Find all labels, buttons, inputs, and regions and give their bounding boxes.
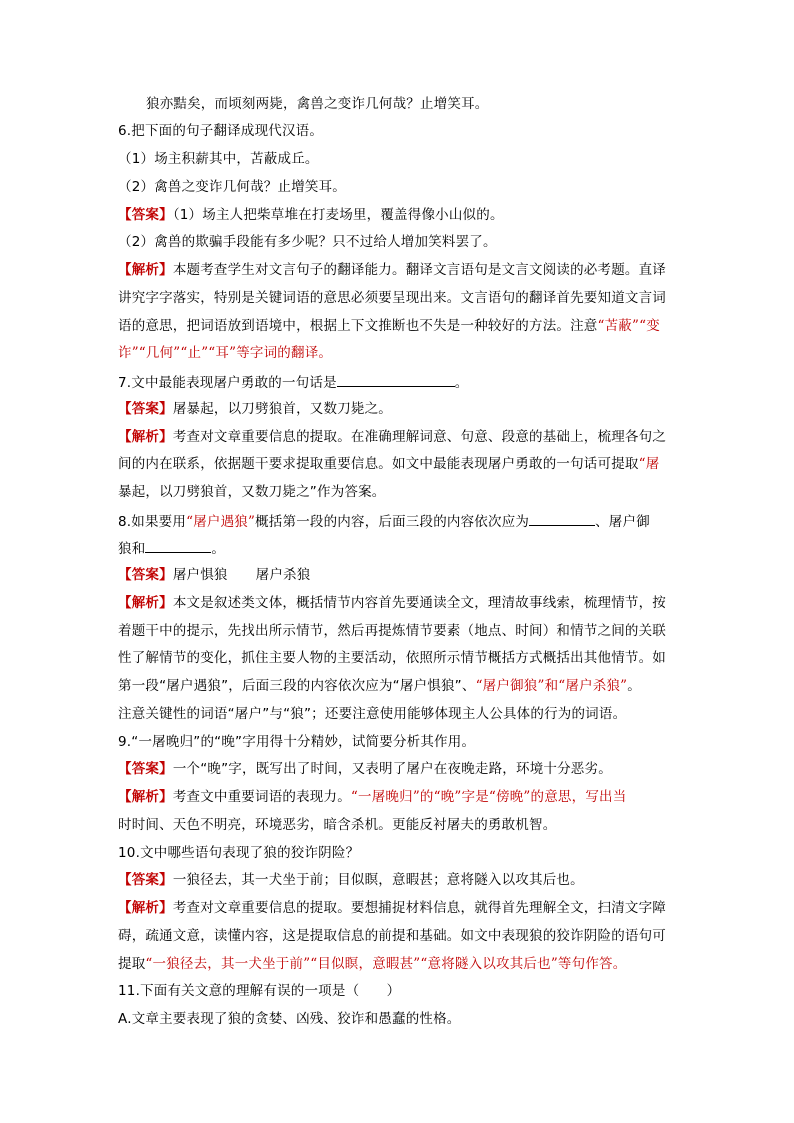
analysis-line bbox=[118, 317, 660, 335]
analysis-text: 考查对文章重要信息的提取。在准确理解词意、句意、段意的基础上，梳理各句之 bbox=[172, 429, 667, 445]
analysis-text: 考查文中重要词语的表现力。 bbox=[172, 789, 351, 805]
analysis-text: 考查对文章重要信息的提取。要想捕捉材料信息，就得首先理解全文，扫清文字障 bbox=[172, 900, 667, 916]
analysis-line bbox=[118, 344, 332, 362]
fill-blank bbox=[529, 511, 595, 526]
answer-tag: 【答案】 bbox=[118, 872, 173, 888]
answer-text: （1）场主人把柴草堆在打麦场里，覆盖得像小山似的。 bbox=[172, 207, 504, 223]
analysis-line bbox=[118, 261, 666, 279]
analysis-line bbox=[118, 927, 666, 945]
answer-text: 屠户惧狼 bbox=[172, 567, 228, 583]
analysis-text: 讲究字字落实，特别是关键词语的意思必须要呈现出来。文言语句的翻译首先要知道文言词 bbox=[118, 290, 666, 306]
answer-line bbox=[118, 566, 310, 584]
answer-text: （2）禽兽的欺骗手段能有多少呢？只不过给人增加笑料罢了。 bbox=[118, 234, 497, 250]
analysis-line bbox=[118, 899, 666, 917]
option-text: A.文章主要表现了狼的贪婪、凶残、狡诈和愚蠢的性格。 bbox=[118, 1011, 461, 1027]
analysis-tag: 【解析】 bbox=[118, 429, 173, 445]
highlight-text: “屠户御狼”和“屠户杀狼” bbox=[475, 678, 628, 694]
highlight-text: “屠 bbox=[638, 456, 660, 472]
text-line bbox=[146, 95, 489, 113]
question-text: 、屠户御 bbox=[595, 514, 650, 530]
answer-text: 屠户杀狼 bbox=[255, 567, 311, 583]
analysis-line bbox=[118, 289, 666, 307]
question-9 bbox=[118, 733, 475, 751]
question-8 bbox=[118, 538, 225, 558]
analysis-line bbox=[118, 428, 666, 446]
analysis-text: 本题考查学生对文言句子的翻译能力。翻译文言语句是文言文阅读的必考题。直译 bbox=[172, 262, 667, 278]
answer-text: 一个“晚”字，既写出了时间，又表明了屠户在夜晚走路，环境十分恶劣。 bbox=[172, 761, 612, 777]
sentence-2 bbox=[118, 178, 346, 196]
question-text: 。 bbox=[211, 541, 226, 557]
question-text: 6.把下面的句子翻译成现代汉语。 bbox=[118, 123, 324, 139]
answer-line bbox=[118, 233, 497, 251]
analysis-text: 着题干中的提示，先找出所示情节，然后再提炼情节要素（地点、时间）和情节之间的关联 bbox=[118, 623, 666, 639]
analysis-text: 语的意思，把词语放到语境中，根据上下文推断也不失是一种较好的方法。注意 bbox=[118, 318, 598, 334]
analysis-text: 第一段“屠户遇狼”，后面三段的内容依次应为“屠户惧狼”、 bbox=[118, 678, 476, 694]
question-7 bbox=[118, 372, 468, 392]
question-text: 11.下面有关文意的理解有误的一项是（ ） bbox=[118, 983, 401, 999]
answer-tag: 【答案】 bbox=[118, 207, 173, 223]
analysis-line bbox=[118, 455, 659, 473]
analysis-text: 性了解情节的变化，抓住主要人物的主要活动，依照所示情节概括方式概括出其他情节。如 bbox=[118, 650, 666, 666]
answer-text: 一狼径去，其一犬坐于前；目似瞑，意暇甚；意将隧入以攻其后也。 bbox=[172, 872, 584, 888]
sentence-1 bbox=[118, 150, 319, 168]
analysis-text: 暴起，以刀劈狼首，又数刀毙之”作为答案。 bbox=[118, 484, 386, 500]
highlight-text: “一狼径去，其一犬坐于前”“目似瞑，意暇甚”“意将隧入以攻其后也”等句作答。 bbox=[145, 956, 627, 972]
highlight-text: “苫蔽”“变 bbox=[597, 318, 660, 334]
highlight-text: 诈”“几何”“止”“耳”等字词的翻译。 bbox=[118, 345, 333, 361]
analysis-text: 提取 bbox=[118, 956, 146, 972]
analysis-line bbox=[118, 677, 641, 695]
question-6 bbox=[118, 122, 323, 140]
analysis-tag: 【解析】 bbox=[118, 900, 173, 916]
answer-line bbox=[118, 760, 612, 778]
question-text: 。 bbox=[454, 375, 469, 391]
analysis-text: 碍，疏通文意，读懂内容，这是提取信息的前提和基础。如文中表现狼的狡诈阴险的语句可 bbox=[118, 928, 666, 944]
question-8 bbox=[118, 511, 650, 531]
analysis-text: 时时间、天色不明亮，环境恶劣，暗含杀机。更能反衬屠夫的勇敢机智。 bbox=[118, 817, 557, 833]
fill-blank bbox=[337, 372, 455, 387]
answer-line bbox=[118, 206, 504, 224]
line-text: 狼亦黠矣，而顷刻两毙，禽兽之变诈几何哉？止增笑耳。 bbox=[146, 96, 489, 112]
analysis-line bbox=[118, 816, 556, 834]
answer-tag: 【答案】 bbox=[118, 401, 173, 417]
option-a bbox=[118, 1010, 461, 1028]
answer-line bbox=[118, 400, 392, 418]
analysis-text: 注意关键性的词语“屠户”与“狼”；还要注意使用能够体现主人公具体的行为的词语。 bbox=[118, 706, 627, 722]
analysis-text: 本文是叙述类文体，概括情节内容首先要通读全文，理清故事线索，梳理情节，按 bbox=[172, 595, 667, 611]
question-text: 7.文中最能表现屠户勇敢的一句话是 bbox=[118, 375, 337, 391]
question-10 bbox=[118, 844, 359, 862]
analysis-line bbox=[118, 788, 626, 806]
analysis-line bbox=[118, 955, 626, 973]
analysis-line bbox=[118, 649, 666, 667]
analysis-tag: 【解析】 bbox=[118, 262, 173, 278]
question-text: 8.如果要用 bbox=[118, 514, 187, 530]
analysis-text: 。 bbox=[627, 678, 641, 694]
line-text: （2）禽兽之变诈几何哉？止增笑耳。 bbox=[118, 179, 346, 195]
analysis-tag: 【解析】 bbox=[118, 595, 173, 611]
analysis-tag: 【解析】 bbox=[118, 789, 173, 805]
question-text: 狼和 bbox=[118, 541, 146, 557]
question-text: 9.“一屠晚归”的“晚”字用得十分精妙，试简要分析其作用。 bbox=[118, 734, 476, 750]
analysis-line bbox=[118, 622, 666, 640]
analysis-line bbox=[118, 594, 666, 612]
analysis-line bbox=[118, 705, 626, 723]
highlight-text: “屠户遇狼” bbox=[186, 514, 256, 530]
question-11 bbox=[118, 982, 400, 1000]
analysis-line bbox=[118, 483, 386, 501]
question-text: 10.文中哪些语句表现了狼的狡诈阴险？ bbox=[118, 845, 360, 861]
answer-line bbox=[118, 871, 584, 889]
answer-tag: 【答案】 bbox=[118, 567, 173, 583]
line-text: （1）场主积薪其中，苫蔽成丘。 bbox=[118, 151, 319, 167]
answer-tag: 【答案】 bbox=[118, 761, 173, 777]
fill-blank bbox=[145, 538, 211, 553]
highlight-text: “一屠晚归”的“晚”字是“傍晚”的意思，写出当 bbox=[350, 789, 627, 805]
analysis-text: 间的内在联系，依据题干要求提取重要信息。如文中最能表现屠户勇敢的一句话可提取 bbox=[118, 456, 639, 472]
question-text: 概括第一段的内容，后面三段的内容依次应为 bbox=[255, 514, 530, 530]
answer-text: 屠暴起，以刀劈狼首，又数刀毙之。 bbox=[172, 401, 393, 417]
